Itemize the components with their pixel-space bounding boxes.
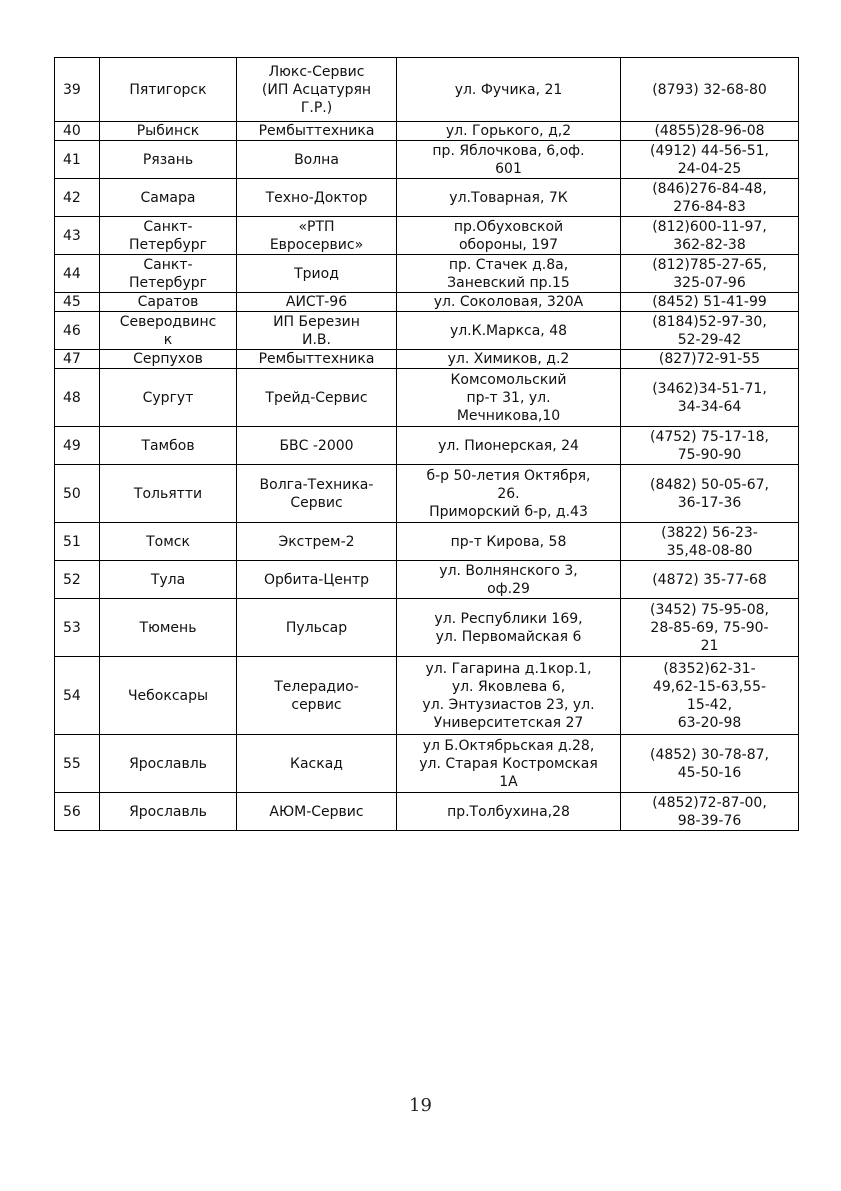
- address-cell: ул. Пионерская, 24: [397, 427, 621, 465]
- city-cell: Санкт- Петербург: [100, 255, 237, 293]
- phone-cell: (8793) 32-68-80: [621, 58, 799, 122]
- table-row: [55, 293, 799, 312]
- company-cell: Люкс-Сервис (ИП Асцатурян Г.Р.): [237, 58, 397, 122]
- company-cell: Рембыттехника: [237, 122, 397, 141]
- row-number-cell: 47: [55, 350, 100, 369]
- row-number-cell: 48: [55, 369, 100, 427]
- address-cell: ул. Гагарина д.1кор.1, ул. Яковлева 6, ул. Энтузиастов 23, ул. Университетская 27: [397, 657, 621, 735]
- address-cell: б-р 50-летия Октября, 26. Приморский б-р, д.43: [397, 465, 621, 523]
- phone-cell: (3822) 56-23- 35,48-08-80: [621, 523, 799, 561]
- row-number-cell: 50: [55, 465, 100, 523]
- row-number-cell: 42: [55, 179, 100, 217]
- company-cell: Триод: [237, 255, 397, 293]
- city-cell: Рязань: [100, 141, 237, 179]
- company-cell: Телерадио- сервис: [237, 657, 397, 735]
- table-row: [55, 561, 799, 599]
- city-cell: Рыбинск: [100, 122, 237, 141]
- row-number-cell: 39: [55, 58, 100, 122]
- row-number-cell: 41: [55, 141, 100, 179]
- page-number: 19: [409, 1095, 432, 1116]
- phone-cell: (812)600-11-97, 362-82-38: [621, 217, 799, 255]
- service-centers-table: [54, 57, 799, 831]
- table-row: [55, 657, 799, 735]
- table-row: [55, 350, 799, 369]
- phone-cell: (4752) 75-17-18, 75-90-90: [621, 427, 799, 465]
- address-cell: ул. Соколовая, 320А: [397, 293, 621, 312]
- table-row: [55, 312, 799, 350]
- row-number-cell: 55: [55, 735, 100, 793]
- address-cell: ул. Горького, д,2: [397, 122, 621, 141]
- company-cell: АЮМ-Сервис: [237, 793, 397, 831]
- company-cell: «РТП Евросервис»: [237, 217, 397, 255]
- city-cell: Тюмень: [100, 599, 237, 657]
- city-cell: Томск: [100, 523, 237, 561]
- city-cell: Тольятти: [100, 465, 237, 523]
- address-cell: Комсомольский пр-т 31, ул. Мечникова,10: [397, 369, 621, 427]
- address-cell: пр.Обуховской обороны, 197: [397, 217, 621, 255]
- phone-cell: (4912) 44-56-51, 24-04-25: [621, 141, 799, 179]
- row-number-cell: 51: [55, 523, 100, 561]
- table-row: [55, 255, 799, 293]
- row-number-cell: 40: [55, 122, 100, 141]
- table-row: [55, 179, 799, 217]
- company-cell: Орбита-Центр: [237, 561, 397, 599]
- phone-cell: (8482) 50-05-67, 36-17-36: [621, 465, 799, 523]
- table-row: [55, 122, 799, 141]
- table-row: [55, 369, 799, 427]
- company-cell: АИСТ-96: [237, 293, 397, 312]
- row-number-cell: 45: [55, 293, 100, 312]
- company-cell: Трейд-Сервис: [237, 369, 397, 427]
- phone-cell: (4855)28-96-08: [621, 122, 799, 141]
- city-cell: Самара: [100, 179, 237, 217]
- city-cell: Ярославль: [100, 793, 237, 831]
- table-row: [55, 523, 799, 561]
- city-cell: Тула: [100, 561, 237, 599]
- city-cell: Пятигорск: [100, 58, 237, 122]
- table-row: [55, 793, 799, 831]
- row-number-cell: 46: [55, 312, 100, 350]
- address-cell: ул. Республики 169, ул. Первомайская 6: [397, 599, 621, 657]
- address-cell: пр-т Кирова, 58: [397, 523, 621, 561]
- table-row: [55, 427, 799, 465]
- phone-cell: (3452) 75-95-08, 28-85-69, 75-90- 21: [621, 599, 799, 657]
- company-cell: Техно-Доктор: [237, 179, 397, 217]
- address-cell: пр. Яблочкова, 6,оф. 601: [397, 141, 621, 179]
- row-number-cell: 53: [55, 599, 100, 657]
- city-cell: Серпухов: [100, 350, 237, 369]
- company-cell: ИП Березин И.В.: [237, 312, 397, 350]
- city-cell: Тамбов: [100, 427, 237, 465]
- address-cell: пр.Толбухина,28: [397, 793, 621, 831]
- company-cell: Пульсар: [237, 599, 397, 657]
- address-cell: ул. Фучика, 21: [397, 58, 621, 122]
- city-cell: Чебоксары: [100, 657, 237, 735]
- phone-cell: (4852)72-87-00, 98-39-76: [621, 793, 799, 831]
- address-cell: ул.К.Маркса, 48: [397, 312, 621, 350]
- city-cell: Саратов: [100, 293, 237, 312]
- phone-cell: (812)785-27-65, 325-07-96: [621, 255, 799, 293]
- city-cell: Санкт- Петербург: [100, 217, 237, 255]
- row-number-cell: 56: [55, 793, 100, 831]
- table-row: [55, 465, 799, 523]
- city-cell: Ярославль: [100, 735, 237, 793]
- phone-cell: (4872) 35-77-68: [621, 561, 799, 599]
- phone-cell: (8452) 51-41-99: [621, 293, 799, 312]
- city-cell: Сургут: [100, 369, 237, 427]
- city-cell: Северодвинс к: [100, 312, 237, 350]
- company-cell: Каскад: [237, 735, 397, 793]
- phone-cell: (846)276-84-48, 276-84-83: [621, 179, 799, 217]
- row-number-cell: 52: [55, 561, 100, 599]
- table-body: [55, 58, 799, 831]
- company-cell: Волна: [237, 141, 397, 179]
- row-number-cell: 43: [55, 217, 100, 255]
- company-cell: Рембыттехника: [237, 350, 397, 369]
- company-cell: Экстрем-2: [237, 523, 397, 561]
- company-cell: Волга-Техника- Сервис: [237, 465, 397, 523]
- address-cell: ул. Волнянского 3, оф.29: [397, 561, 621, 599]
- address-cell: пр. Стачек д.8а, Заневский пр.15: [397, 255, 621, 293]
- address-cell: ул Б.Октябрьская д.28, ул. Старая Костромская 1А: [397, 735, 621, 793]
- phone-cell: (8184)52-97-30, 52-29-42: [621, 312, 799, 350]
- address-cell: ул. Химиков, д.2: [397, 350, 621, 369]
- company-cell: БВС -2000: [237, 427, 397, 465]
- row-number-cell: 44: [55, 255, 100, 293]
- address-cell: ул.Товарная, 7К: [397, 179, 621, 217]
- row-number-cell: 54: [55, 657, 100, 735]
- table-row: [55, 58, 799, 122]
- phone-cell: (827)72-91-55: [621, 350, 799, 369]
- phone-cell: (4852) 30-78-87, 45-50-16: [621, 735, 799, 793]
- phone-cell: (8352)62-31- 49,62-15-63,55- 15-42, 63-20-98: [621, 657, 799, 735]
- table-row: [55, 735, 799, 793]
- row-number-cell: 49: [55, 427, 100, 465]
- table-row: [55, 599, 799, 657]
- table-row: [55, 141, 799, 179]
- table-row: [55, 217, 799, 255]
- phone-cell: (3462)34-51-71, 34-34-64: [621, 369, 799, 427]
